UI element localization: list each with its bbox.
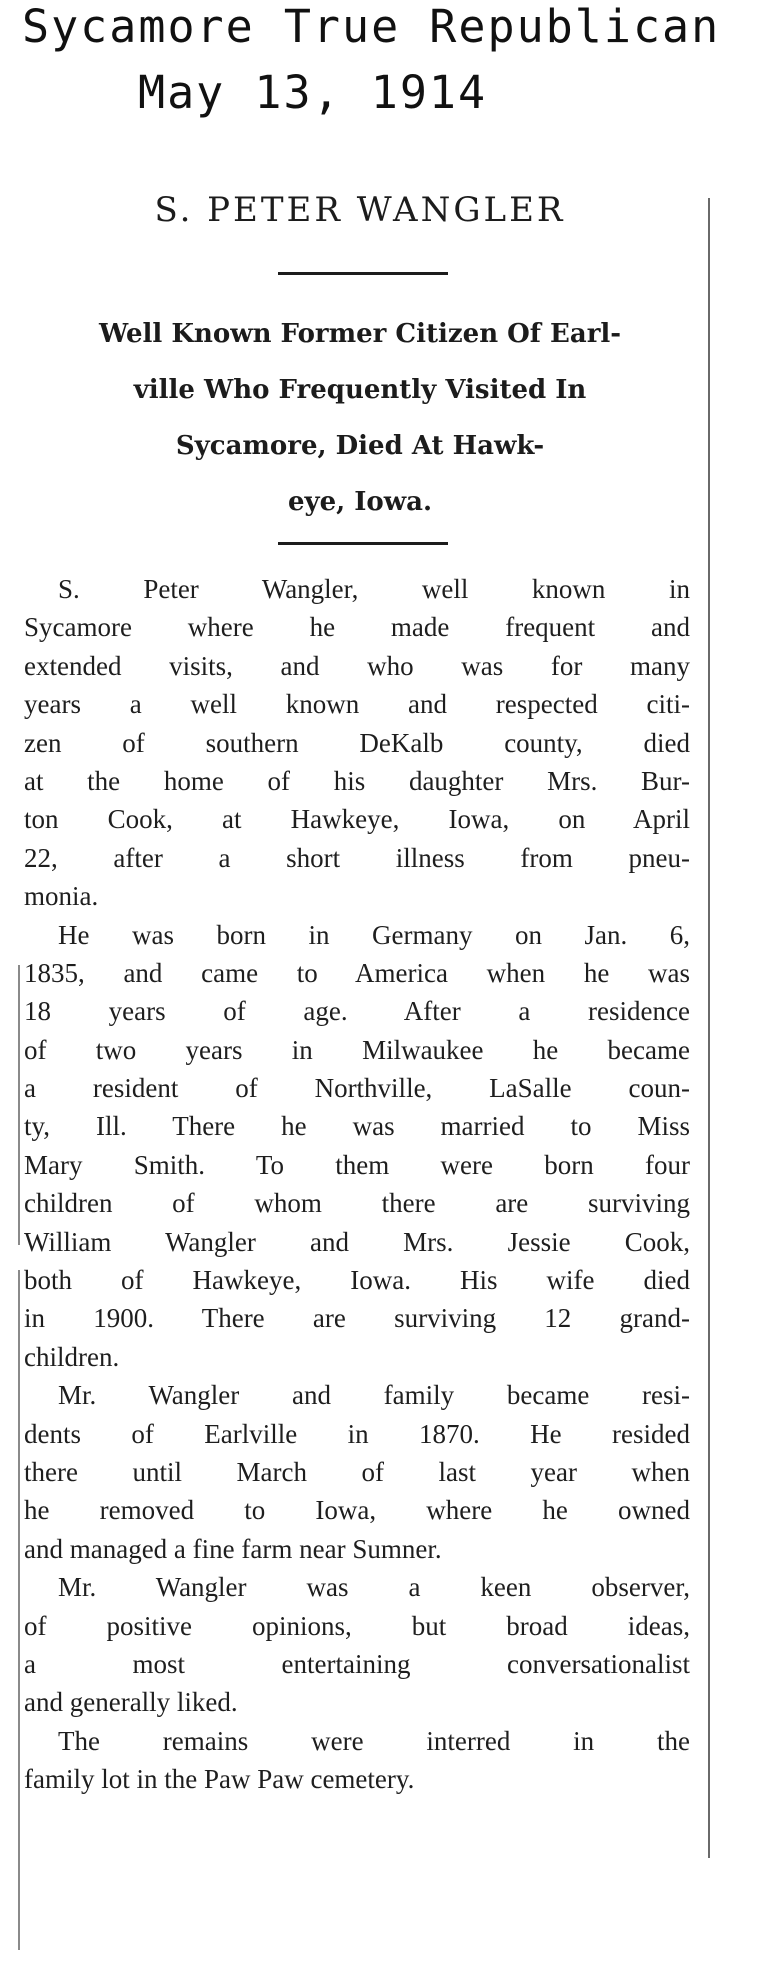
column-rule-right <box>708 198 710 1858</box>
deck-line: eye, Iowa. <box>287 487 433 517</box>
paragraph-line: Sycamore where he made frequent and <box>24 612 690 643</box>
paragraph-line: ton Cook, at Hawkeye, Iowa, on April <box>24 804 690 835</box>
article-paragraph <box>24 916 690 1377</box>
paragraph-line: there until March of last year when <box>24 1456 690 1487</box>
paragraph-line: years a well known and respected citi- <box>24 689 690 720</box>
paragraph-line: in 1900. There are surviving 12 grand- <box>24 1303 690 1334</box>
paragraph-line: 1835, and came to America when he was <box>24 957 690 988</box>
paragraph-line: Mr. Wangler was a keen observer, <box>58 1572 690 1603</box>
paragraph-line: 18 years of age. After a residence <box>24 996 690 1027</box>
article-headline: S. PETER WANGLER <box>154 190 566 230</box>
deck-line: Well Known Former Citizen Of Earl- <box>98 319 622 349</box>
paragraph-line: Mary Smith. To them were born four <box>24 1149 690 1180</box>
article-paragraph <box>24 570 690 916</box>
newspaper-name: Sycamore True Republican <box>22 0 721 53</box>
paragraph-line: of positive opinions, but broad ideas, <box>24 1610 690 1641</box>
paragraph-line: extended visits, and who was for many <box>24 650 690 681</box>
newspaper-clipping <box>0 190 782 1960</box>
paragraph-line: dents of Earlville in 1870. He resided <box>24 1418 690 1449</box>
article-body <box>24 570 690 1799</box>
publication-date: May 13, 1914 <box>138 66 488 119</box>
headline-divider <box>278 272 448 275</box>
deck-divider <box>278 542 448 545</box>
article-paragraph <box>24 1722 690 1799</box>
deck-line: ville Who Frequently Visited In <box>133 375 587 405</box>
paragraph-line: both of Hawkeye, Iowa. His wife died <box>24 1265 690 1296</box>
paragraph-line: He was born in Germany on Jan. 6, <box>58 919 690 950</box>
paragraph-line: William Wangler and Mrs. Jessie Cook, <box>24 1226 690 1257</box>
paragraph-line: zen of southern DeKalb county, died <box>24 727 690 758</box>
paragraph-line: The remains were interred in the <box>58 1725 690 1756</box>
column-rule-left <box>18 1270 20 1950</box>
column-rule-left <box>18 965 20 1245</box>
paragraph-line: and managed a fine farm near Sumner. <box>24 1533 442 1564</box>
paragraph-line: a most entertaining conversationalist <box>24 1648 690 1679</box>
article-deck <box>20 306 700 530</box>
paragraph-line: S. Peter Wangler, well known in <box>58 574 690 604</box>
paragraph-line: monia. <box>24 881 99 912</box>
paragraph-line: children of whom there are surviving <box>24 1188 690 1219</box>
paragraph-line: a resident of Northville, LaSalle coun- <box>24 1073 690 1104</box>
deck-line: Sycamore, Died At Hawk- <box>175 431 545 461</box>
article-paragraph <box>24 1568 690 1722</box>
paragraph-line: 22, after a short illness from pneu- <box>24 842 690 873</box>
paragraph-line: at the home of his daughter Mrs. Bur- <box>24 765 690 796</box>
paragraph-line: and generally liked. <box>24 1687 238 1718</box>
paragraph-line: he removed to Iowa, where he owned <box>24 1495 690 1526</box>
paragraph-line: Mr. Wangler and family became resi- <box>58 1380 690 1411</box>
paragraph-line: ty, Ill. There he was married to Miss <box>24 1111 690 1142</box>
paragraph-line: of two years in Milwaukee he became <box>24 1034 690 1065</box>
paragraph-line: children. <box>24 1341 120 1372</box>
paragraph-line: family lot in the Paw Paw cemetery. <box>24 1764 415 1795</box>
article-paragraph <box>24 1376 690 1568</box>
